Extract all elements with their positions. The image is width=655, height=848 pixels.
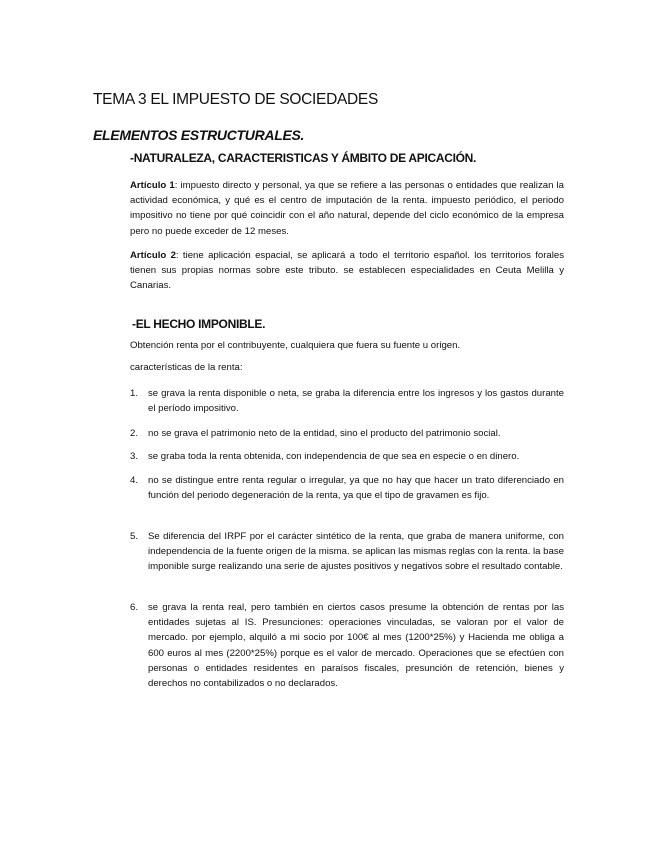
document-title: TEMA 3 EL IMPUESTO DE SOCIEDADES [93,91,378,108]
article-1-label: Artículo 1 [130,180,175,191]
list-item-text: Se diferencia del IRPF por el carácter sintético de la renta, que graba de manera uniforme, con independencia de la fuente origen de la misma. se aplican las mismas reglas con la renta. la base imponible surge realizando una serie de ajustes positivos y negativos sobre el resultado contable. [148,531,564,573]
list-item-number: 4. [130,475,139,486]
list-item-text: se grava la renta real, pero también en ciertos casos presume la obtención de rentas por las entidades sujetas al IS. Presunciones: operaciones vinculadas, se valoran por el valor de mercado. por ejemplo, alquiló a mi socio por 100€ al mes (1200*25%) y Hacienda me obliga a 600 euros al mes (2200*25%) porque es el valor de mercado. Operaciones que se efectúen con personas o entidades residentes en paraísos fiscales, presunción de retención, bienes y derechos no contabilizados o no declarados. [148,602,564,690]
hecho-imponible-intro: Obtención renta por el contribuyente, cualquiera que fuera su fuente u origen. [130,340,461,351]
list-item-number: 1. [130,388,139,399]
subsection-title-naturaleza: -NATURALEZA, CARACTERISTICAS Y ÁMBITO DE APICACIÓN. [130,151,477,165]
characteristics-title: características de la renta: [130,362,243,373]
list-item-number: 5. [130,531,139,542]
section-title: ELEMENTOS ESTRUCTURALES. [93,127,305,143]
list-item-number: 6. [130,602,139,613]
list-item-text: se grava la renta disponible o neta, se graba la diferencia entre los ingresos y los gastos durante el período impositivo. [148,388,564,415]
list-item-text: no se grava el patrimonio neto de la entidad, sino el producto del patrimonio social. [148,428,501,439]
subsection-title-hecho-imponible: -EL HECHO IMPONIBLE. [132,317,266,331]
article-2-label: Artículo 2 [130,250,176,261]
article-2-paragraph [130,248,564,294]
list-item-text: se graba toda la renta obtenida, con independencia de que sea en especie o en dinero. [148,451,520,462]
article-2-text: : tiene aplicación espacial, se aplicará a todo el territorio español. los territorios forales tienen sus propias normas sobre este tributo. se establecen especialidades en Ceuta Melilla y Canarias. [130,250,564,292]
list-item-number: 3. [130,451,139,462]
list-item-number: 2. [130,428,139,439]
article-1-paragraph [130,178,564,239]
list-item-text: no se distingue entre renta regular o irregular, ya que no hay que hacer un trato diferenciado en función del periodo degeneración de la renta, ya que el tipo de gravamen es fijo. [148,475,564,502]
article-1-text: : impuesto directo y personal, ya que se refiere a las personas o entidades que realizan la actividad económica, y qué es el centro de imputación de la renta. impuesto periódico, el periodo impositivo no tiene por qué coincidir con el año natural, depende del ciclo económico de la empresa pero no puede exceder de 12 meses. [130,180,565,237]
